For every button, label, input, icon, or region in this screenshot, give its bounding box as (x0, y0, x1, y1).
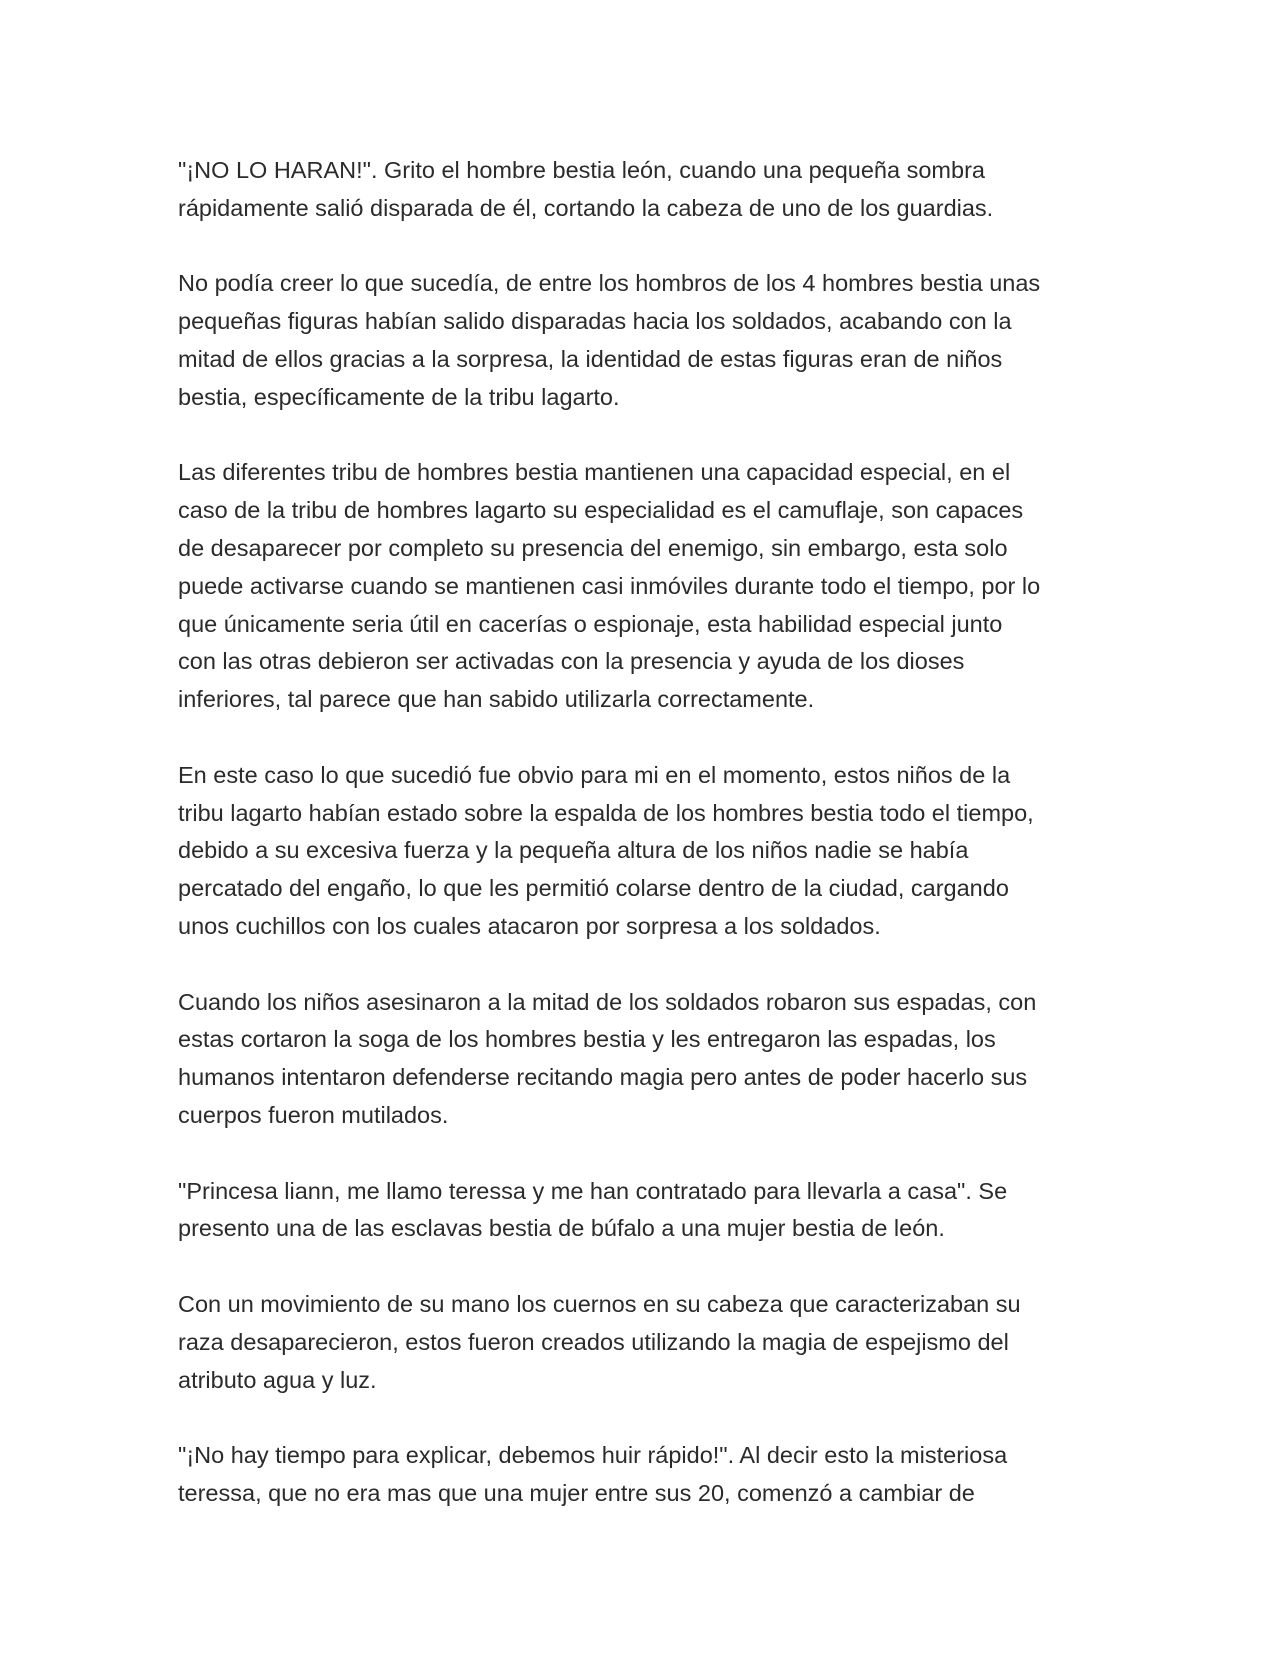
page-body (178, 152, 1118, 1550)
paragraph-6: "Princesa liann, me llamo teressa y me han contratado para llevarla a casa". Se presento una de las esclavas bestia de búfalo a una mujer bestia de león. (178, 1177, 1008, 1242)
paragraph-3: Las diferentes tribu de hombres bestia mantienen una capacidad especial, en el caso de la tribu de hombres lagarto su especialidad es el camuflaje, son capaces de desaparecer por completo su presencia del enemigo, sin embargo, esta solo puede activarse cuando se mantienen casi inmóviles durante todo el tiempo, por lo que únicamente seria útil en cacerías o espionaje, esta habilidad especial junto con las otras debieron ser activadas con la presencia y ayuda de los dioses inferiores, tal parece que han sabido utilizarla correctamente. (178, 459, 1041, 713)
paragraph-5: Cuando los niños asesinaron a la mitad de los soldados robaron sus espadas, con estas cortaron la soga de los hombres bestia y les entregaron las espadas, los humanos intentaron defenderse recitando magia pero antes de poder hacerlo sus cuerpos fueron mutilados. (178, 988, 1037, 1128)
paragraph-2: No podía creer lo que sucedía, de entre los hombros de los 4 hombres bestia unas pequeñas figuras habían salido disparadas hacia los soldados, acabando con la mitad de ellos gracias a la sorpresa, la identidad de estas figuras eran de niños bestia, específicamente de la tribu lagarto. (178, 270, 1041, 410)
paragraph-7: Con un movimiento de su mano los cuernos en su cabeza que caracterizaban su raza desaparecieron, estos fueron creados utilizando la magia de espejismo del atributo agua y luz. (178, 1290, 1021, 1393)
paragraph-8: "¡No hay tiempo para explicar, debemos huir rápido!". Al decir esto la misteriosa teressa, que no era mas que una mujer entre sus 20, comenzó a cambiar de (178, 1442, 1008, 1506)
paragraph-1: "¡NO LO HARAN!". Grito el hombre bestia león, cuando una pequeña sombra rápidamente salió disparada de él, cortando la cabeza de uno de los guardias. (178, 157, 994, 221)
paragraph-4: En este caso lo que sucedió fue obvio para mi en el momento, estos niños de la tribu lagarto habían estado sobre la espalda de los hombres bestia todo el tiempo, debido a su excesiva fuerza y la pequeña altura de los niños nadie se había percatado del engaño, lo que les permitió colarse dentro de la ciudad, cargando unos cuchillos con los cuales atacaron por sorpresa a los soldados. (178, 761, 1034, 939)
